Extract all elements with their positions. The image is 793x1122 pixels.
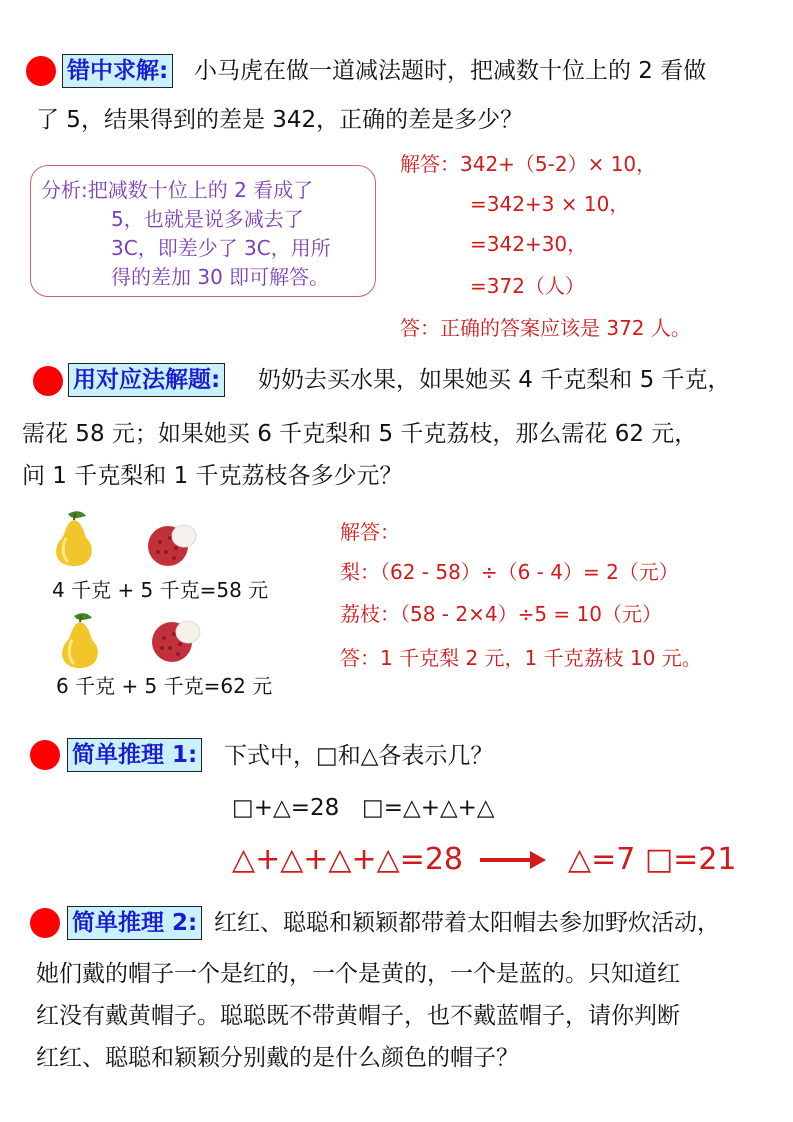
s1-answer-line: =342+3 × 10， [470, 192, 630, 216]
s3-equation-2: □=△+△+△ [362, 795, 495, 821]
s3-solution-left: △+△+△+△=28 [232, 842, 464, 877]
lychee-icon [150, 614, 202, 666]
arrow-right-icon [480, 848, 548, 872]
s4-question-line2: 她们戴的帽子一个是红的，一个是黄的，一个是蓝的。只知道红 [36, 961, 680, 987]
s4-question-line3: 红没有戴黄帽子。聪聪既不带黄帽子，也不戴蓝帽子，请你判断 [36, 1003, 680, 1029]
s2-answer-line: 梨：（62 - 58）÷（6 - 4）= 2（元） [340, 560, 679, 584]
analysis-line: 得的差加 30 即可解答。 [111, 265, 330, 289]
s1-answer-line: =372（人） [470, 274, 585, 298]
s4-question-line4: 红红、聪聪和颖颖分别戴的是什么颜色的帽子？ [36, 1045, 519, 1071]
s2-question-line3: 问 1 千克梨和 1 千克荔枝各多少元？ [22, 463, 403, 489]
lychee-icon [146, 518, 198, 570]
s2-answer-line: 解答： [340, 520, 400, 544]
pear-icon [52, 508, 96, 568]
analysis-line: 3C，即差少了 3C，用所 [111, 236, 331, 260]
bullet-dot [33, 366, 63, 396]
s1-answer-line: 解答：342+（5-2）× 10， [400, 152, 657, 176]
bullet-dot [30, 740, 60, 770]
fruit-equation-2: 6 千克 + 5 千克=62 元 [56, 674, 273, 698]
analysis-box [30, 165, 376, 297]
fruit-equation-1: 4 千克 + 5 千克=58 元 [52, 578, 269, 602]
s1-question-line1: 小马虎在做一道减法题时，把减数十位上的 2 看做 [194, 58, 707, 84]
s1-question-line2: 了 5，结果得到的差是 342，正确的差是多少？ [36, 107, 524, 133]
analysis-line: 5，也就是说多减去了 [111, 207, 304, 231]
s3-equation-1: □+△=28 [232, 795, 340, 821]
s1-answer-line: =342+30， [470, 232, 588, 256]
section-tag-correspondence: 用对应法解题: [68, 363, 225, 397]
s2-question-line1: 奶奶去买水果，如果她买 4 千克梨和 5 千克， [258, 367, 731, 393]
s1-final-answer: 答：正确的答案应该是 372 人。 [400, 316, 691, 340]
bullet-dot [26, 56, 56, 86]
bullet-dot [30, 908, 60, 938]
s3-question: 下式中，□和△各表示几？ [224, 743, 494, 769]
s2-answer-line: 荔枝：（58 - 2×4）÷5 = 10（元） [340, 602, 662, 626]
s3-solution-right: △=7 □=21 [568, 842, 737, 877]
analysis-line: 分析:把减数十位上的 2 看成了 [41, 178, 314, 202]
section-tag-error-solve: 错中求解: [62, 54, 173, 88]
s2-question-line2: 需花 58 元；如果她买 6 千克梨和 5 千克荔枝，那么需花 62 元， [22, 421, 698, 447]
s4-question-line1: 红红、聪聪和颖颖都带着太阳帽去参加野炊活动， [214, 910, 720, 936]
section-tag-reasoning-1: 简单推理 1: [67, 738, 202, 772]
section-tag-reasoning-2: 简单推理 2: [67, 906, 202, 940]
pear-icon [58, 610, 102, 670]
s2-final-answer: 答：1 千克梨 2 元，1 千克荔枝 10 元。 [340, 646, 702, 670]
